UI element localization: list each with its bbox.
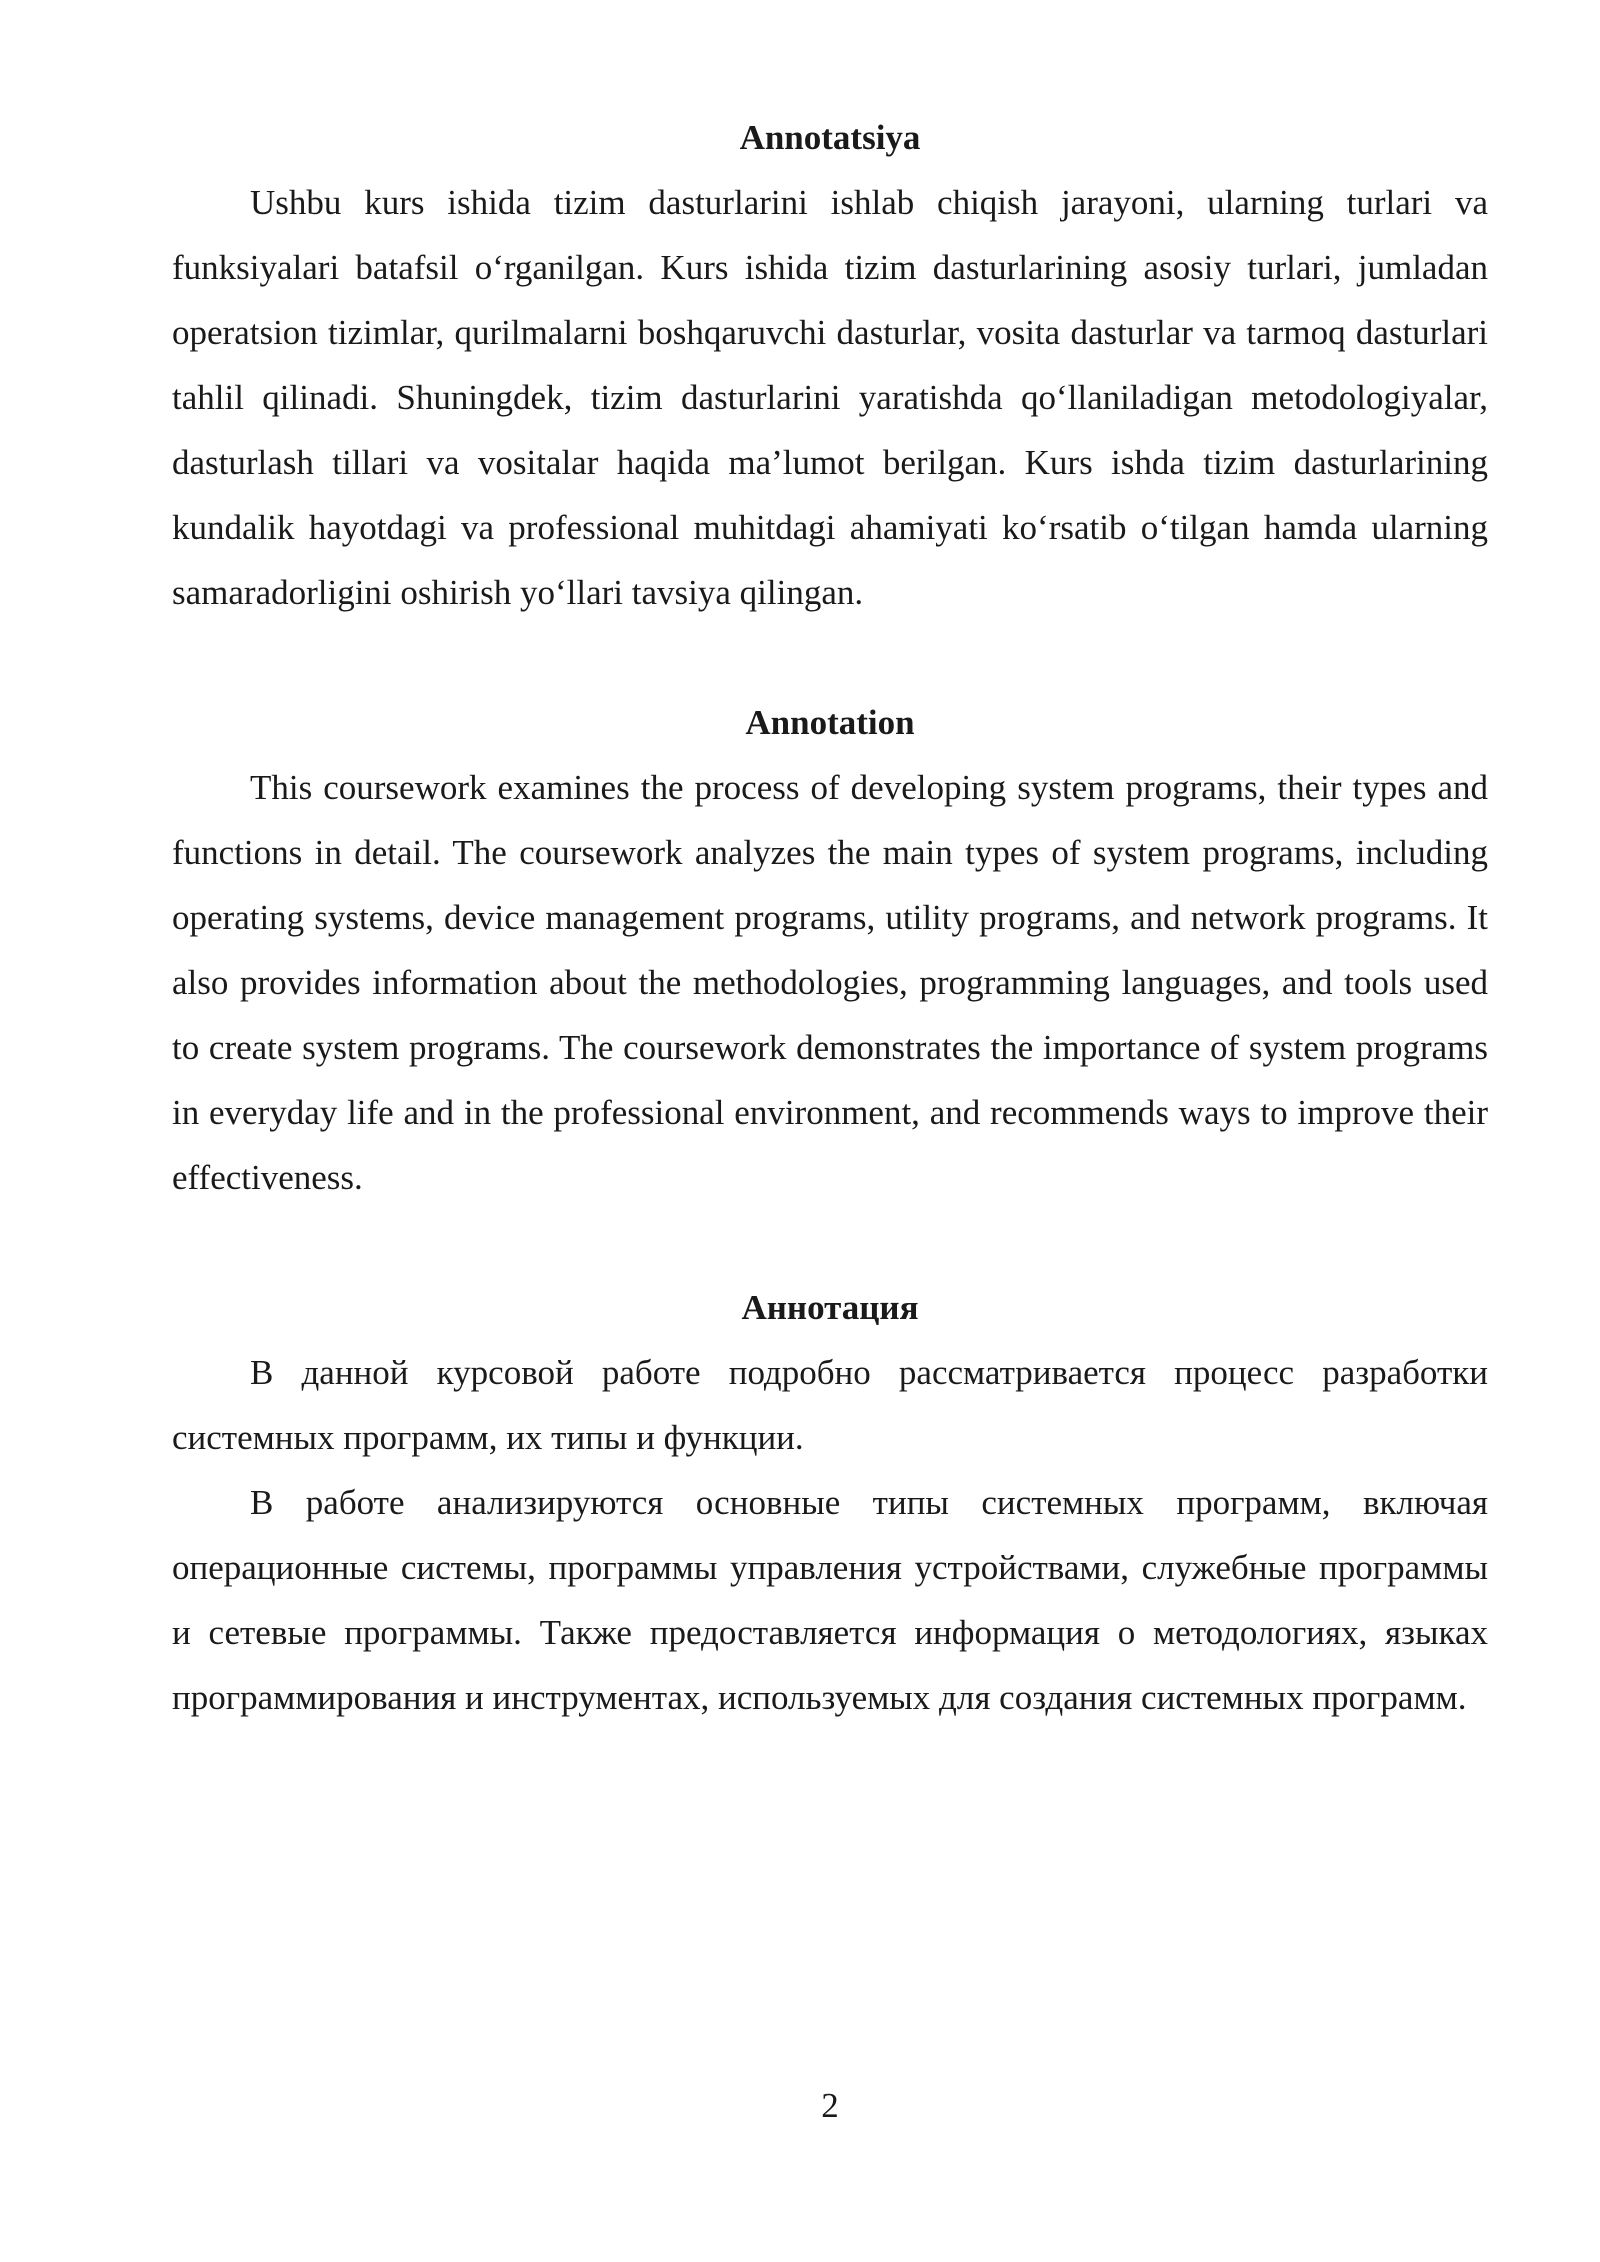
section-spacer xyxy=(172,625,1488,690)
section-spacer xyxy=(172,1210,1488,1275)
paragraph: В данной курсовой работе подробно рассматривается процесс разработки системных программ, их типы и функции. xyxy=(172,1353,1488,1457)
section-english-annotation xyxy=(172,690,1488,1210)
section-title: Annotation xyxy=(745,703,915,742)
paragraph: Ushbu kurs ishida tizim dasturlarini ishlab chiqish jarayoni, ularning turlari va funksiyalari batafsil o‘rganilgan. Kurs ishida tizim dasturlarining asosiy turlari, jumladan operatsion tizimlar, qurilmalarni boshqaruvchi dasturlar, vosita dasturlar va tarmoq dasturlari tahlil qilinadi. Shuningdek, tizim dasturlarini yaratishda qo‘llaniladigan metodologiyalar, dasturlash tillari va vositalar haqida ma’lumot berilgan. Kurs ishda tizim dasturlarining kundalik hayotdagi va professional muhitdagi ahamiyati ko‘rsatib o‘tilgan hamda ularning samaradorligini oshirish yo‘llari tavsiya qilingan. xyxy=(172,183,1488,612)
page-number: 2 xyxy=(821,2086,839,2125)
paragraph: В работе анализируются основные типы системных программ, включая операционные системы, программы управления устройствами, служебные программы и сетевые программы. Также предоставляется информация о методологиях, языках программирования и инструментах, используемых для создания системных программ. xyxy=(172,1483,1488,1717)
document-page xyxy=(172,105,1488,1730)
section-uzbek-annotation xyxy=(172,105,1488,625)
paragraph: This coursework examines the process of developing system programs, their types and functions in detail. The coursework analyzes the main types of system programs, including operating systems, device management programs, utility programs, and network programs. It also provides information about the methodologies, programming languages, and tools used to create system programs. The coursework demonstrates the importance of system programs in everyday life and in the professional environment, and recommends ways to improve their effectiveness. xyxy=(172,768,1488,1197)
section-title: Аннотация xyxy=(741,1288,919,1327)
section-title: Annotatsiya xyxy=(739,118,921,157)
section-russian-annotation xyxy=(172,1275,1488,1730)
